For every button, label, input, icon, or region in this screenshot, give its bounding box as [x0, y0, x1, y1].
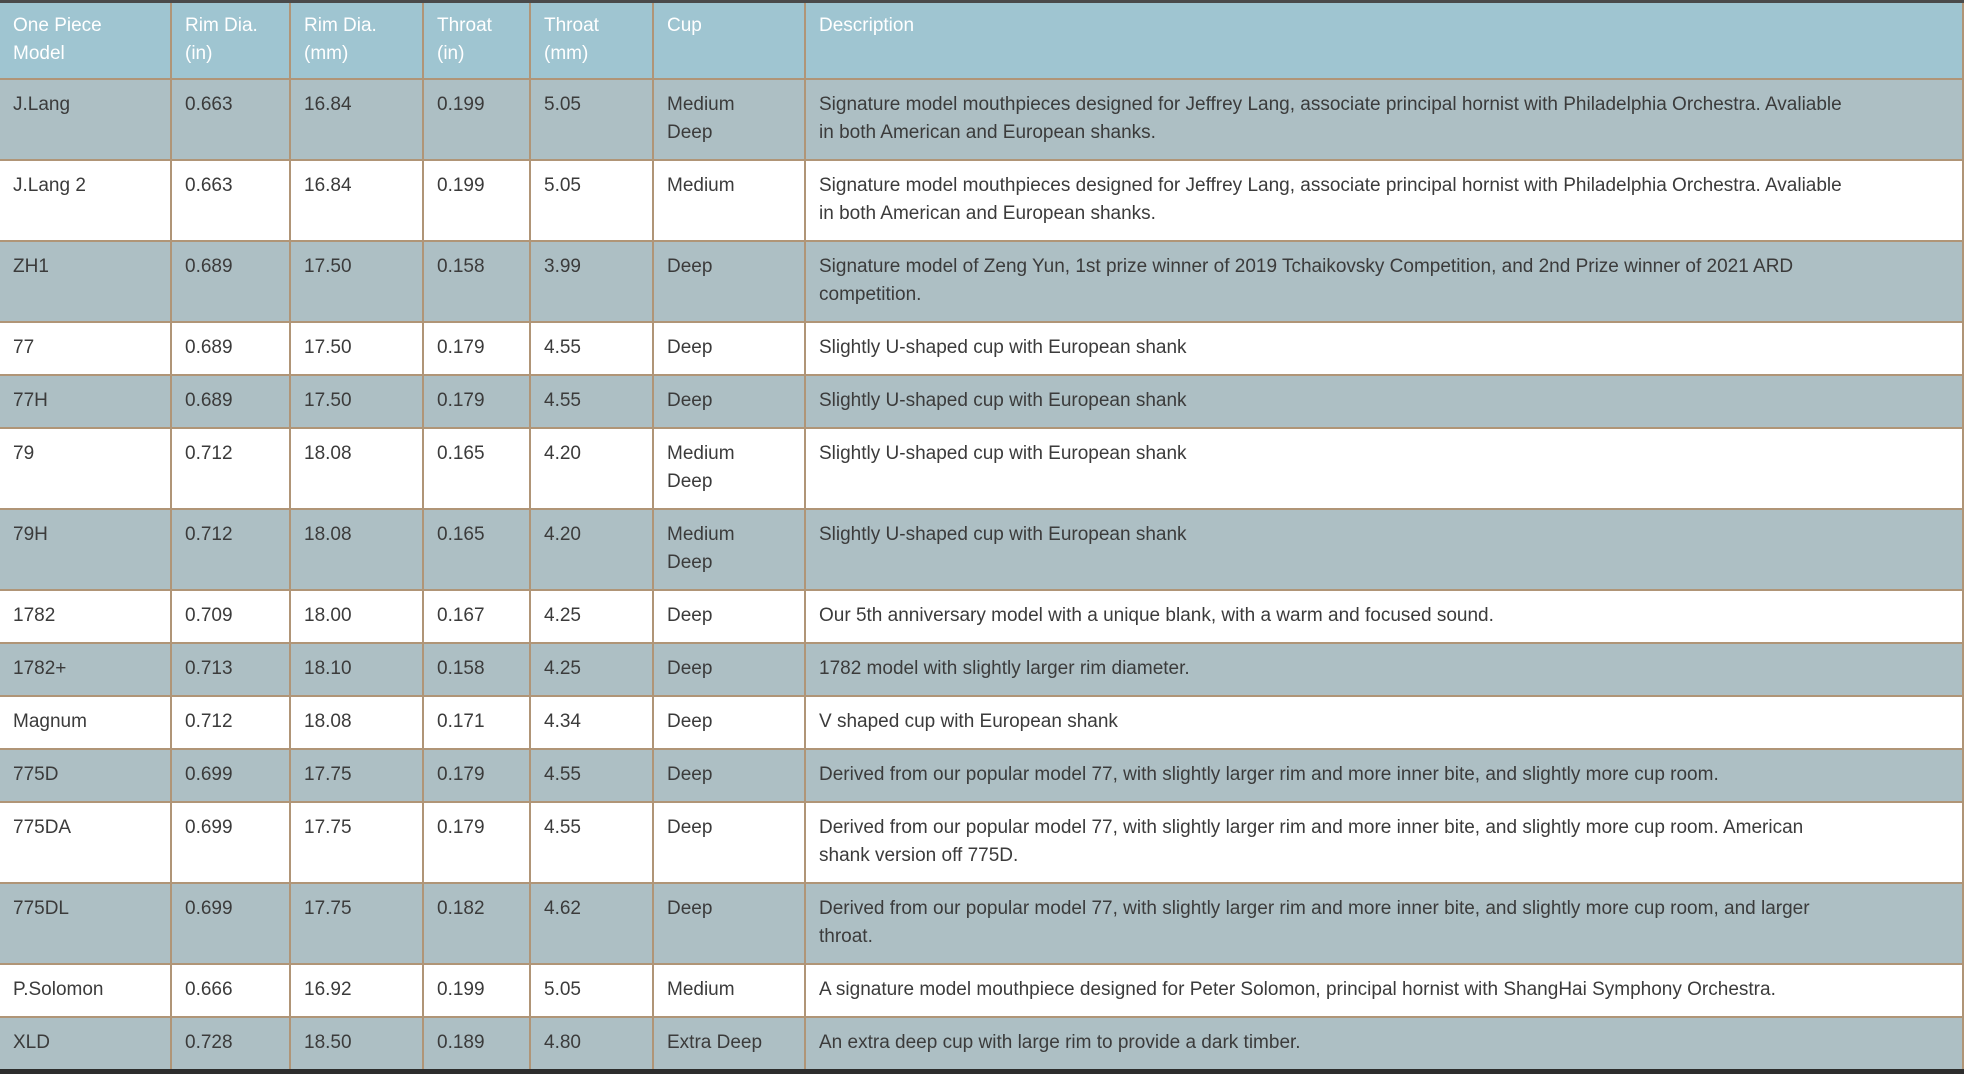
throat-in-cell: 0.179 [423, 749, 530, 802]
cup-cell: Deep [653, 749, 805, 802]
throat-mm-cell: 3.99 [530, 241, 653, 322]
model-cell: 775DA [0, 802, 171, 883]
description-cell: Our 5th anniversary model with a unique blank, with a warm and focused sound. [805, 590, 1963, 643]
throat-in-cell: 0.199 [423, 964, 530, 1017]
column-header-rim-dia-mm: Rim Dia. (mm) [290, 2, 423, 80]
throat-mm-cell: 4.55 [530, 749, 653, 802]
rim-dia-in-cell: 0.712 [171, 696, 290, 749]
model-cell: 79 [0, 428, 171, 509]
throat-in-cell: 0.199 [423, 160, 530, 241]
description-cell: A signature model mouthpiece designed for Peter Solomon, principal hornist with ShangHai Symphony Orchestra. [805, 964, 1963, 1017]
table-row [0, 883, 1963, 964]
header-row [0, 2, 1963, 80]
model-cell: 1782+ [0, 643, 171, 696]
rim-dia-mm-cell: 16.84 [290, 160, 423, 241]
throat-in-cell: 0.158 [423, 241, 530, 322]
description-cell: Slightly U-shaped cup with European shank [805, 509, 1963, 590]
description-cell: Signature model of Zeng Yun, 1st prize winner of 2019 Tchaikovsky Competition, and 2nd Prize winner of 2021 ARD competition. [805, 241, 1963, 322]
rim-dia-in-cell: 0.699 [171, 749, 290, 802]
model-cell: J.Lang 2 [0, 160, 171, 241]
cup-cell: Medium Deep [653, 428, 805, 509]
description-cell: Derived from our popular model 77, with slightly larger rim and more inner bite, and slightly more cup room. American shank version off 775D. [805, 802, 1963, 883]
description-cell: Derived from our popular model 77, with slightly larger rim and more inner bite, and slightly more cup room, and larger throat. [805, 883, 1963, 964]
description-cell: V shaped cup with European shank [805, 696, 1963, 749]
cup-cell: Deep [653, 590, 805, 643]
throat-in-cell: 0.179 [423, 375, 530, 428]
model-cell: ZH1 [0, 241, 171, 322]
table-row [0, 749, 1963, 802]
model-cell: 77 [0, 322, 171, 375]
table-row [0, 241, 1963, 322]
rim-dia-in-cell: 0.689 [171, 375, 290, 428]
cup-cell: Extra Deep [653, 1017, 805, 1072]
model-cell: 79H [0, 509, 171, 590]
model-cell: 775D [0, 749, 171, 802]
rim-dia-mm-cell: 16.92 [290, 964, 423, 1017]
cup-cell: Medium [653, 964, 805, 1017]
rim-dia-in-cell: 0.689 [171, 322, 290, 375]
rim-dia-in-cell: 0.713 [171, 643, 290, 696]
rim-dia-mm-cell: 18.10 [290, 643, 423, 696]
throat-mm-cell: 4.25 [530, 590, 653, 643]
rim-dia-mm-cell: 18.08 [290, 428, 423, 509]
description-cell: Slightly U-shaped cup with European shank [805, 375, 1963, 428]
throat-mm-cell: 4.62 [530, 883, 653, 964]
throat-mm-cell: 4.25 [530, 643, 653, 696]
description-cell: Signature model mouthpieces designed for Jeffrey Lang, associate principal hornist with Philadelphia Orchestra. Avaliable in both American and European shanks. [805, 160, 1963, 241]
model-cell: Magnum [0, 696, 171, 749]
description-cell: Slightly U-shaped cup with European shank [805, 428, 1963, 509]
rim-dia-in-cell: 0.709 [171, 590, 290, 643]
rim-dia-mm-cell: 18.00 [290, 590, 423, 643]
rim-dia-mm-cell: 17.50 [290, 322, 423, 375]
table-row [0, 1017, 1963, 1072]
rim-dia-mm-cell: 17.50 [290, 375, 423, 428]
cup-cell: Deep [653, 883, 805, 964]
table-body [0, 79, 1963, 1072]
description-cell: An extra deep cup with large rim to provide a dark timber. [805, 1017, 1963, 1072]
rim-dia-mm-cell: 17.75 [290, 883, 423, 964]
throat-mm-cell: 5.05 [530, 79, 653, 160]
model-cell: P.Solomon [0, 964, 171, 1017]
description-cell: Derived from our popular model 77, with slightly larger rim and more inner bite, and slightly more cup room. [805, 749, 1963, 802]
rim-dia-in-cell: 0.728 [171, 1017, 290, 1072]
column-header-description: Description [805, 2, 1963, 80]
throat-in-cell: 0.167 [423, 590, 530, 643]
throat-in-cell: 0.179 [423, 322, 530, 375]
throat-in-cell: 0.182 [423, 883, 530, 964]
column-header-rim-dia-in: Rim Dia. (in) [171, 2, 290, 80]
model-cell: 77H [0, 375, 171, 428]
table-row [0, 322, 1963, 375]
description-cell: Slightly U-shaped cup with European shank [805, 322, 1963, 375]
model-cell: 1782 [0, 590, 171, 643]
throat-mm-cell: 4.80 [530, 1017, 653, 1072]
throat-mm-cell: 4.55 [530, 802, 653, 883]
cup-cell: Medium [653, 160, 805, 241]
throat-mm-cell: 4.55 [530, 375, 653, 428]
cup-cell: Medium Deep [653, 79, 805, 160]
throat-mm-cell: 5.05 [530, 964, 653, 1017]
rim-dia-mm-cell: 16.84 [290, 79, 423, 160]
throat-in-cell: 0.189 [423, 1017, 530, 1072]
column-header-throat-mm: Throat (mm) [530, 2, 653, 80]
cup-cell: Deep [653, 643, 805, 696]
description-cell: 1782 model with slightly larger rim diameter. [805, 643, 1963, 696]
rim-dia-mm-cell: 17.50 [290, 241, 423, 322]
throat-mm-cell: 4.20 [530, 428, 653, 509]
rim-dia-mm-cell: 18.50 [290, 1017, 423, 1072]
throat-in-cell: 0.199 [423, 79, 530, 160]
cup-cell: Deep [653, 241, 805, 322]
cup-cell: Deep [653, 696, 805, 749]
model-cell: XLD [0, 1017, 171, 1072]
rim-dia-mm-cell: 17.75 [290, 802, 423, 883]
rim-dia-in-cell: 0.666 [171, 964, 290, 1017]
rim-dia-in-cell: 0.689 [171, 241, 290, 322]
rim-dia-in-cell: 0.663 [171, 160, 290, 241]
table-row [0, 964, 1963, 1017]
table-row [0, 802, 1963, 883]
rim-dia-in-cell: 0.699 [171, 802, 290, 883]
throat-in-cell: 0.165 [423, 509, 530, 590]
throat-mm-cell: 4.34 [530, 696, 653, 749]
rim-dia-mm-cell: 18.08 [290, 509, 423, 590]
throat-in-cell: 0.171 [423, 696, 530, 749]
rim-dia-in-cell: 0.712 [171, 509, 290, 590]
throat-mm-cell: 4.20 [530, 509, 653, 590]
table-row [0, 160, 1963, 241]
throat-in-cell: 0.158 [423, 643, 530, 696]
throat-mm-cell: 4.55 [530, 322, 653, 375]
table-row [0, 428, 1963, 509]
rim-dia-mm-cell: 17.75 [290, 749, 423, 802]
throat-mm-cell: 5.05 [530, 160, 653, 241]
rim-dia-in-cell: 0.663 [171, 79, 290, 160]
rim-dia-in-cell: 0.699 [171, 883, 290, 964]
table-row [0, 590, 1963, 643]
table-row [0, 509, 1963, 590]
table-row [0, 375, 1963, 428]
rim-dia-in-cell: 0.712 [171, 428, 290, 509]
column-header-throat-in: Throat (in) [423, 2, 530, 80]
column-header-model: One Piece Model [0, 2, 171, 80]
table-row [0, 643, 1963, 696]
model-cell: J.Lang [0, 79, 171, 160]
model-cell: 775DL [0, 883, 171, 964]
throat-in-cell: 0.179 [423, 802, 530, 883]
description-cell: Signature model mouthpieces designed for Jeffrey Lang, associate principal hornist with Philadelphia Orchestra. Avaliable in both American and European shanks. [805, 79, 1963, 160]
cup-cell: Deep [653, 322, 805, 375]
column-header-cup: Cup [653, 2, 805, 80]
throat-in-cell: 0.165 [423, 428, 530, 509]
cup-cell: Deep [653, 375, 805, 428]
cup-cell: Deep [653, 802, 805, 883]
rim-dia-mm-cell: 18.08 [290, 696, 423, 749]
table-row [0, 696, 1963, 749]
cup-cell: Medium Deep [653, 509, 805, 590]
table-row [0, 79, 1963, 160]
